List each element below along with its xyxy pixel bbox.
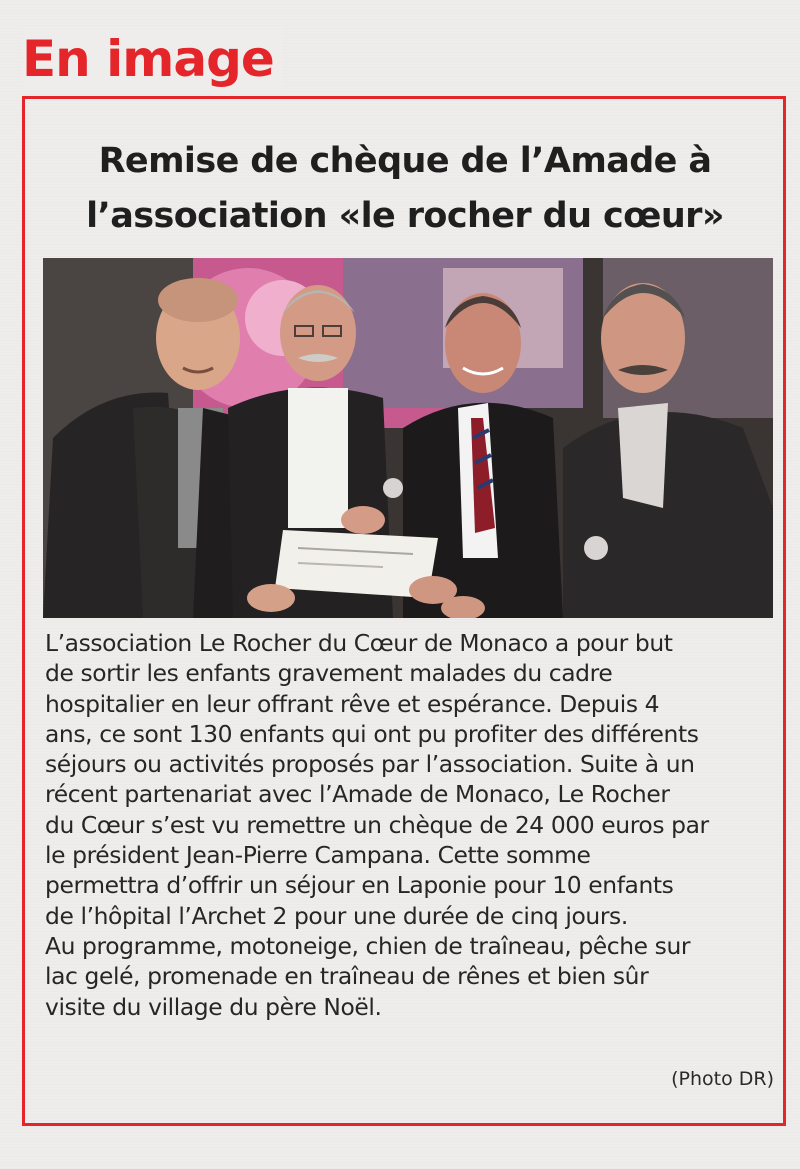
body-line: le président Jean-Pierre Campana. Cette somme xyxy=(45,841,591,870)
body-line: lac gelé, promenade en traîneau de rênes et bien sûr xyxy=(45,962,649,991)
body-line: de l’hôpital l’Archet 2 pour une durée de cinq jours. xyxy=(45,901,628,930)
section-label: En image xyxy=(22,28,282,90)
body-line: ans, ce sont 130 enfants qui ont pu profiter des différents xyxy=(45,719,699,748)
body-line: récent partenariat avec l’Amade de Monaco, Le Rocher xyxy=(45,780,670,809)
headline-line-1: Remise de chèque de l’Amade à xyxy=(98,141,712,181)
body-line: permettra d’offrir un séjour en Laponie pour 10 enfants xyxy=(45,871,674,900)
article-headline xyxy=(40,134,770,244)
body-line: L’association Le Rocher du Cœur de Monaco a pour but xyxy=(45,629,673,657)
headline-line-2: l’association «le rocher du cœur» xyxy=(86,196,724,236)
photo-credit: (Photo DR) xyxy=(671,1068,774,1090)
article-photo xyxy=(43,258,773,618)
body-line: Au programme, motoneige, chien de traîneau, pêche sur xyxy=(45,931,691,960)
article-body xyxy=(45,628,773,1022)
body-line: séjours ou activités proposés par l’association. Suite à un xyxy=(45,750,695,779)
body-line: hospitalier en leur offrant rêve et espérance. Depuis 4 xyxy=(45,689,660,718)
body-line: du Cœur s’est vu remettre un chèque de 24 000 euros par xyxy=(45,810,709,839)
body-line: de sortir les enfants gravement malades du cadre xyxy=(45,659,613,688)
body-line: visite du village du père Noël. xyxy=(45,992,382,1021)
photo-illustration xyxy=(43,258,773,618)
